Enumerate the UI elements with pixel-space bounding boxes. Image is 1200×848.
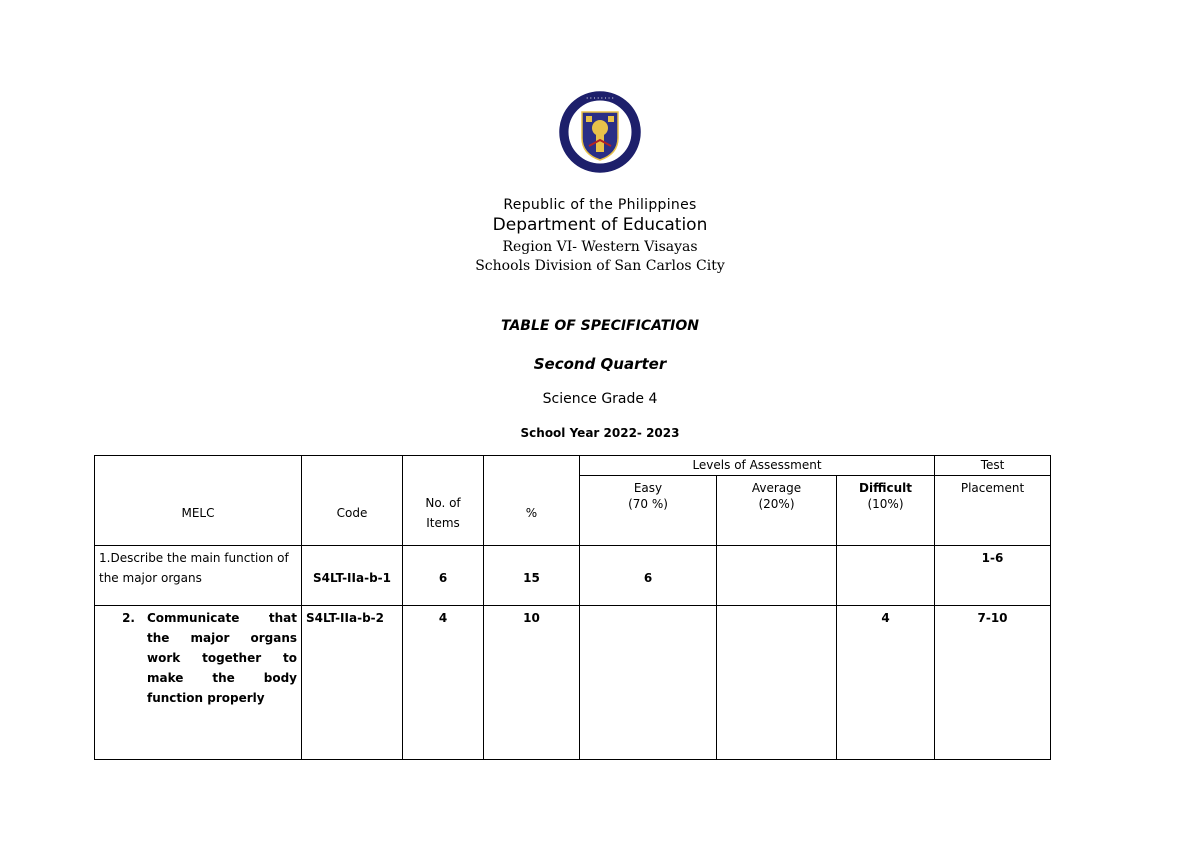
melc-cell (95, 606, 302, 760)
region-label: Region VI- Western Visayas (502, 239, 698, 255)
test-header: Test (935, 456, 1051, 476)
melc-cell: 1.Describe the main function of the major organs (95, 546, 302, 606)
division-label: Schools Division of San Carlos City (475, 258, 725, 274)
svg-text:· · · · · · · ·: · · · · · · · · (586, 96, 614, 102)
code-cell: S4LT-IIa-b-2 (302, 606, 403, 760)
average-percent: (20%) (758, 497, 795, 511)
average-cell (717, 606, 837, 760)
percent-cell: 10 (484, 606, 580, 760)
melc-number: 2. (122, 611, 135, 625)
code-header: Code (302, 456, 403, 546)
republic-label: Republic of the Philippines (503, 197, 697, 213)
header-row-top (95, 456, 1051, 476)
subject-title: Science Grade 4 (542, 391, 658, 407)
easy-percent: (70 %) (628, 497, 668, 511)
melc-text: Communicate that the major organs work together to make the body function properly (147, 611, 297, 705)
placement-cell: 1-6 (935, 546, 1051, 606)
placement-header: Placement (935, 476, 1051, 546)
percent-header: % (484, 456, 580, 546)
table-row (95, 606, 1051, 760)
items-cell: 4 (403, 606, 484, 760)
easy-cell (580, 606, 717, 760)
code-cell: S4LT-IIa-b-1 (302, 546, 403, 606)
placement-cell: 7-10 (935, 606, 1051, 760)
difficult-cell (837, 546, 935, 606)
easy-header (580, 476, 717, 546)
easy-cell: 6 (580, 546, 717, 606)
average-cell (717, 546, 837, 606)
items-header: No. of Items (403, 456, 484, 546)
document-title: TABLE OF SPECIFICATION (501, 318, 699, 334)
difficult-header (837, 476, 935, 546)
levels-header: Levels of Assessment (580, 456, 935, 476)
difficult-label: Difficult (859, 481, 912, 495)
deped-seal-logo (556, 88, 644, 176)
difficult-cell: 4 (837, 606, 935, 760)
easy-label: Easy (633, 481, 663, 495)
department-label: Department of Education (492, 215, 708, 235)
melc-header: MELC (95, 456, 302, 546)
specification-table (94, 455, 1051, 760)
difficult-percent: (10%) (867, 497, 904, 511)
average-label: Average (751, 481, 802, 495)
table-row (95, 546, 1051, 606)
school-year-title: School Year 2022- 2023 (520, 426, 680, 440)
average-header (717, 476, 837, 546)
items-cell: 6 (403, 546, 484, 606)
quarter-title: Second Quarter (533, 355, 667, 373)
percent-cell: 15 (484, 546, 580, 606)
